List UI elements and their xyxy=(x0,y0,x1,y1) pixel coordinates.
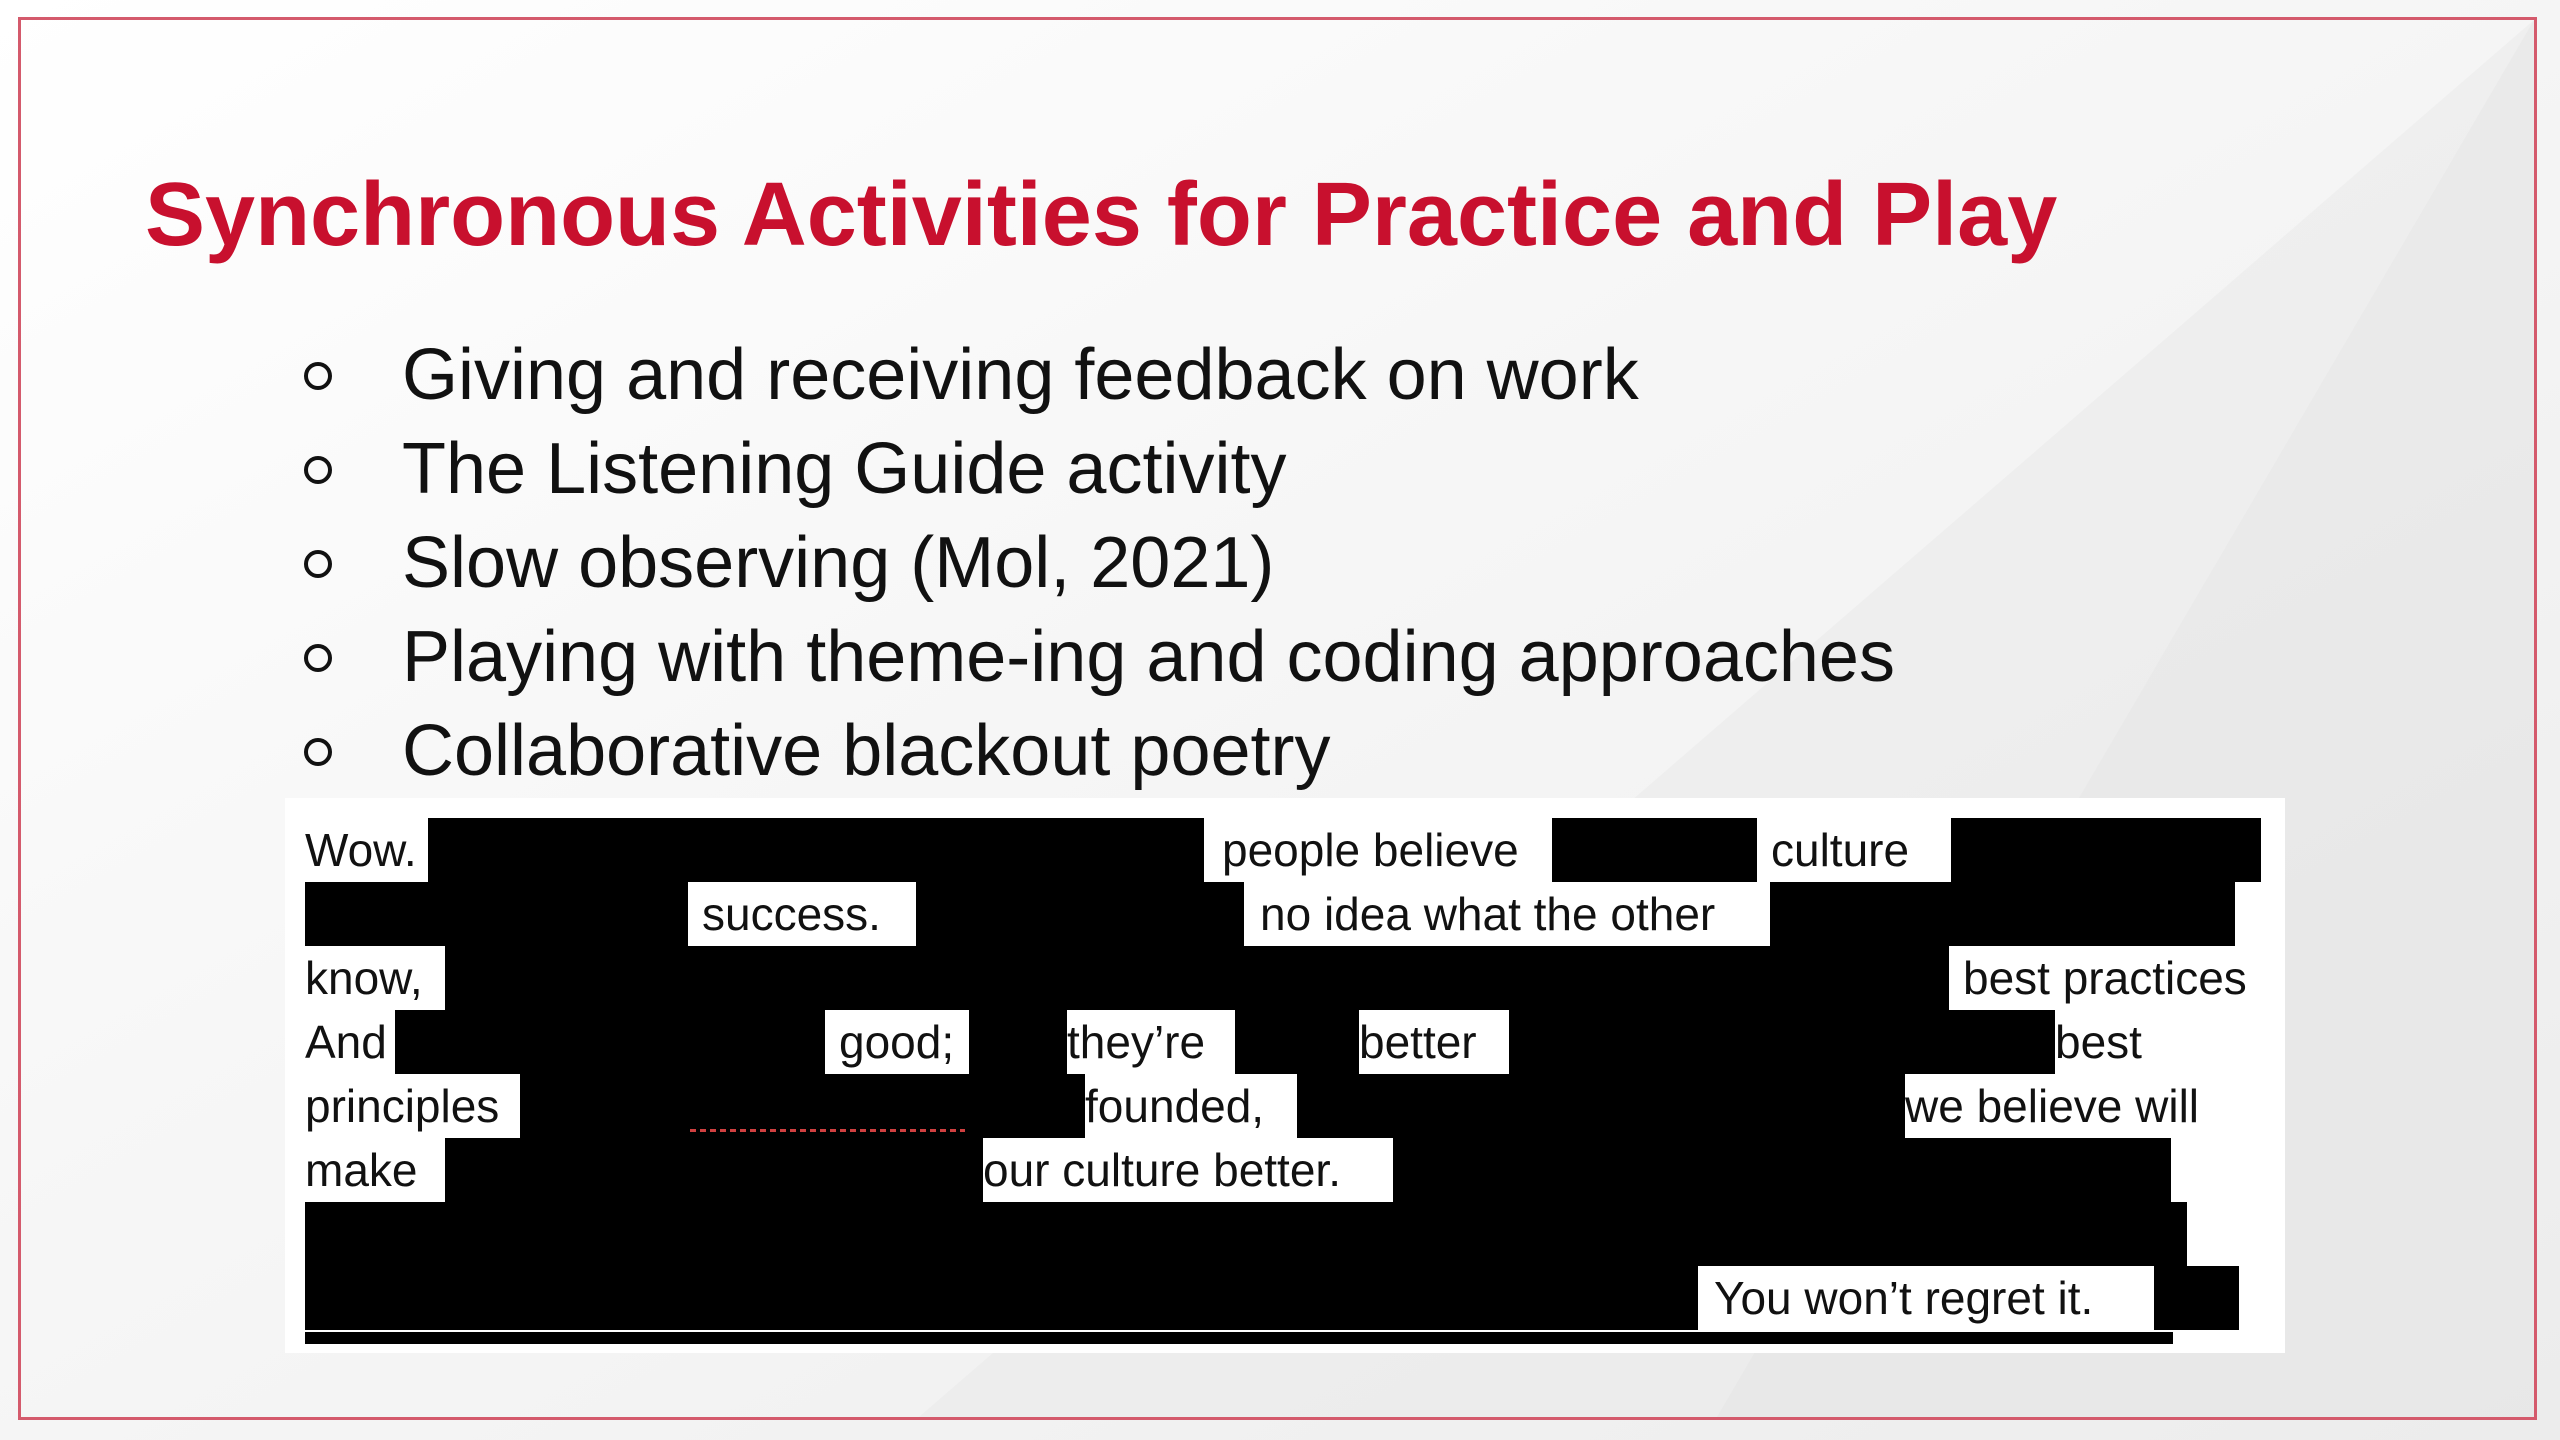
poem-line xyxy=(305,1332,2173,1344)
poem-word: make xyxy=(305,1144,418,1196)
poem-word: best xyxy=(2055,1016,2142,1068)
redaction-bar xyxy=(916,882,1244,946)
redaction-bar xyxy=(305,882,688,946)
poem-line xyxy=(305,818,2261,882)
poem-word: Wow. xyxy=(305,824,417,876)
redaction-bar xyxy=(1951,818,2261,882)
bullet-list xyxy=(300,328,1895,798)
poem-line xyxy=(305,1138,2171,1202)
bullet-item-slow-observing xyxy=(300,516,1895,610)
poem-word: principles xyxy=(305,1080,500,1132)
spellcheck-underline xyxy=(690,1129,965,1132)
poem-line xyxy=(305,946,2293,1010)
bullet-item-feedback xyxy=(300,328,1895,422)
poem-word: we believe will xyxy=(1905,1080,2200,1132)
hollow-circle-bullet-icon xyxy=(304,644,332,672)
poem-word: culture xyxy=(1771,824,1910,876)
poem-word: better xyxy=(1359,1016,1477,1068)
redaction-bar xyxy=(2154,1266,2239,1330)
hollow-circle-bullet-icon xyxy=(304,362,332,390)
redaction-bar xyxy=(1509,1010,2055,1074)
poem-word: our culture better. xyxy=(983,1144,1341,1196)
poem-word: founded, xyxy=(1085,1080,1265,1132)
blackout-poem xyxy=(285,798,2285,1353)
redaction-bar xyxy=(445,1138,983,1202)
slide-title: Synchronous Activities for Practice and Play xyxy=(145,165,2058,265)
poem-word: success. xyxy=(702,888,881,940)
bullet-item-blackout-poetry xyxy=(300,704,1895,798)
redaction-bar xyxy=(395,1010,825,1074)
redaction-bar xyxy=(969,1010,1067,1074)
redaction-bar xyxy=(428,818,1204,882)
redaction-bar xyxy=(445,946,1949,1010)
poem-word: they’re xyxy=(1067,1016,1206,1068)
redaction-bar xyxy=(305,1266,1698,1330)
hollow-circle-bullet-icon xyxy=(304,738,332,766)
poem-word: people believe xyxy=(1222,824,1519,876)
poem-line xyxy=(305,1266,2239,1330)
poem-line xyxy=(305,1010,2185,1074)
poem-word: You won’t regret it. xyxy=(1714,1272,2094,1324)
poem-word: best practices xyxy=(1963,952,2247,1004)
redaction-bar xyxy=(1770,882,2235,946)
poem-line xyxy=(305,1202,2187,1266)
bullet-text: Playing with theme-ing and coding approaches xyxy=(402,617,1895,697)
bullet-text: The Listening Guide activity xyxy=(402,429,1287,509)
bullet-text: Collaborative blackout poetry xyxy=(402,711,1331,791)
poem-line xyxy=(305,882,2235,946)
redaction-bar xyxy=(1235,1010,1359,1074)
poem-word: And xyxy=(305,1016,387,1068)
poem-word: no idea what the other xyxy=(1260,888,1716,940)
bullet-text: Giving and receiving feedback on work xyxy=(402,335,1639,415)
bullet-item-theme-ing xyxy=(300,610,1895,704)
bullet-item-listening-guide xyxy=(300,422,1895,516)
redaction-bar xyxy=(1552,818,1757,882)
poem-line xyxy=(305,1074,2245,1138)
bullet-text: Slow observing (Mol, 2021) xyxy=(402,523,1275,603)
redaction-bar xyxy=(1297,1074,1905,1138)
poem-word: good; xyxy=(839,1016,955,1068)
hollow-circle-bullet-icon xyxy=(304,550,332,578)
poem-word: know, xyxy=(305,952,423,1004)
hollow-circle-bullet-icon xyxy=(304,456,332,484)
redaction-bar xyxy=(1393,1138,2171,1202)
redaction-bar xyxy=(305,1202,2187,1266)
redaction-bar xyxy=(305,1332,2173,1344)
